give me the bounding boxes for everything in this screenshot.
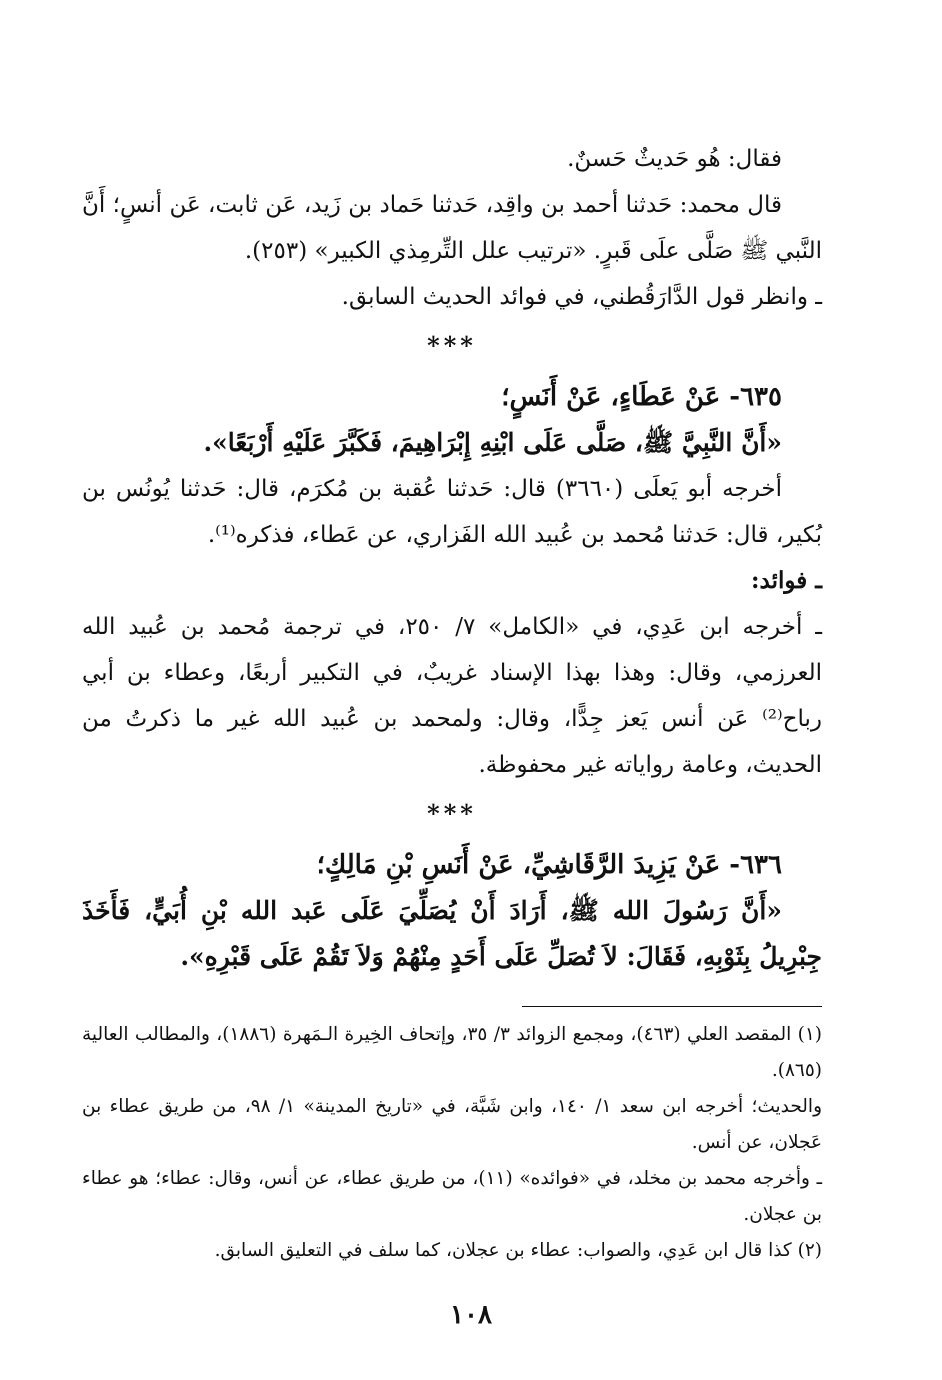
page-content [82,136,822,1269]
hadith-635-heading: ٦٣٥- عَنْ عَطَاءٍ، عَنْ أَنَسٍ؛ [501,382,782,412]
footnote-divider [522,1006,822,1007]
hadith-636-text: «أَنَّ رَسُولَ الله ﷺ، أَرَادَ أَنْ يُصَلِّيَ عَلَى عَبد الله بْنِ أُبَيٍّ، فَأَخَذَ جِبْرِيلُ بِثَوْبِهِ، فَقَالَ: لاَ تُصَلِّ عَلَى أَحَدٍ مِنْهُمْ وَلاَ تَقُمْ عَلَى قَبْرِهِ». [82,896,822,971]
hadith-635-text: «أَنَّ النَّبِيَّ ﷺ، صَلَّى عَلَى ابْنِهِ إِبْرَاهِيمَ، فَكَبَّرَ عَلَيْهِ أَرْبَعًا». [203,428,782,457]
paragraph-3: ـ وانظر قول الدَّارَقُطني، في فوائد الحديث السابق. [341,284,822,310]
fawaid-heading: ـ فوائد: [751,567,822,594]
paragraph-1: فقال: هُو حَديثٌ حَسنٌ. [567,146,782,172]
footnote-2: (٢) كذا قال ابن عَدِي، والصواب: عطاء بن عجلان، كما سلف في التعليق السابق. [214,1240,822,1261]
page-number: ١٠٨ [450,1300,492,1330]
footnote-1-continued-2: ـ وأخرجه محمد بن مخلد، في «فوائده» (١١)، من طريق عطاء، عن أنس، وقال: عطاء؛ هو عطاء بن عجلان. [82,1168,822,1225]
paragraph-2: قال محمد: حَدثنا أحمد بن واقِد، حَدثنا حَماد بن زَيد، عَن ثابت، عَن أنسٍ؛ أَنَّ النَّبي ﷺ صَلَّى علَى قَبرٍ. «ترتيب علل التِّرمِذي الكبير» (٢٥٣). [82,192,822,264]
paragraph-5: ـ أخرجه ابن عَدِي، في «الكامل» ٧/ ٢٥٠، في ترجمة مُحمد بن عُبيد الله العرزمي، وقال: وهذا بهذا الإسناد غريبٌ، في التكبير أربعًا، وعطاء بن أبي رباح⁽²⁾ عَن أنس يَعز جِدًّا، وقال: ولمحمد بن عُبيد الله غير ما ذكرتُ من الحديث، وعامة رواياته غير محفوظة. [82,614,822,778]
paragraph-4: أخرجه أبو يَعلَى (٣٦٦٠) قال: حَدثنا عُقبة بن مُكرَم، قال: حَدثنا يُونُس بن بُكير، قال: حَدثنا مُحمد بن عُبيد الله الفَزاري، عن عَطاء، فذكره⁽¹⁾. [82,476,822,548]
footnote-1: (١) المقصد العلي (٤٦٣)، ومجمع الزوائد ٣/ ٣٥، وإتحاف الخِيرة الـمَهرة (١٨٨٦)، والمطالب العالية (٨٦٥). [82,1024,822,1081]
separator-stars: *** [427,331,477,360]
separator-stars-2: *** [427,799,477,828]
hadith-636-heading: ٦٣٦- عَنْ يَزِيدَ الرَّقَاشِيِّ، عَنْ أَنَسِ بْنِ مَالِكٍ؛ [316,850,782,880]
footnote-1-continued: والحديث؛ أخرجه ابن سعد ١/ ١٤٠، وابن شَبَّة، في «تاريخ المدينة» ١/ ٩٨، من طريق عطاء بن عَجلان، عن أنس. [82,1096,823,1153]
